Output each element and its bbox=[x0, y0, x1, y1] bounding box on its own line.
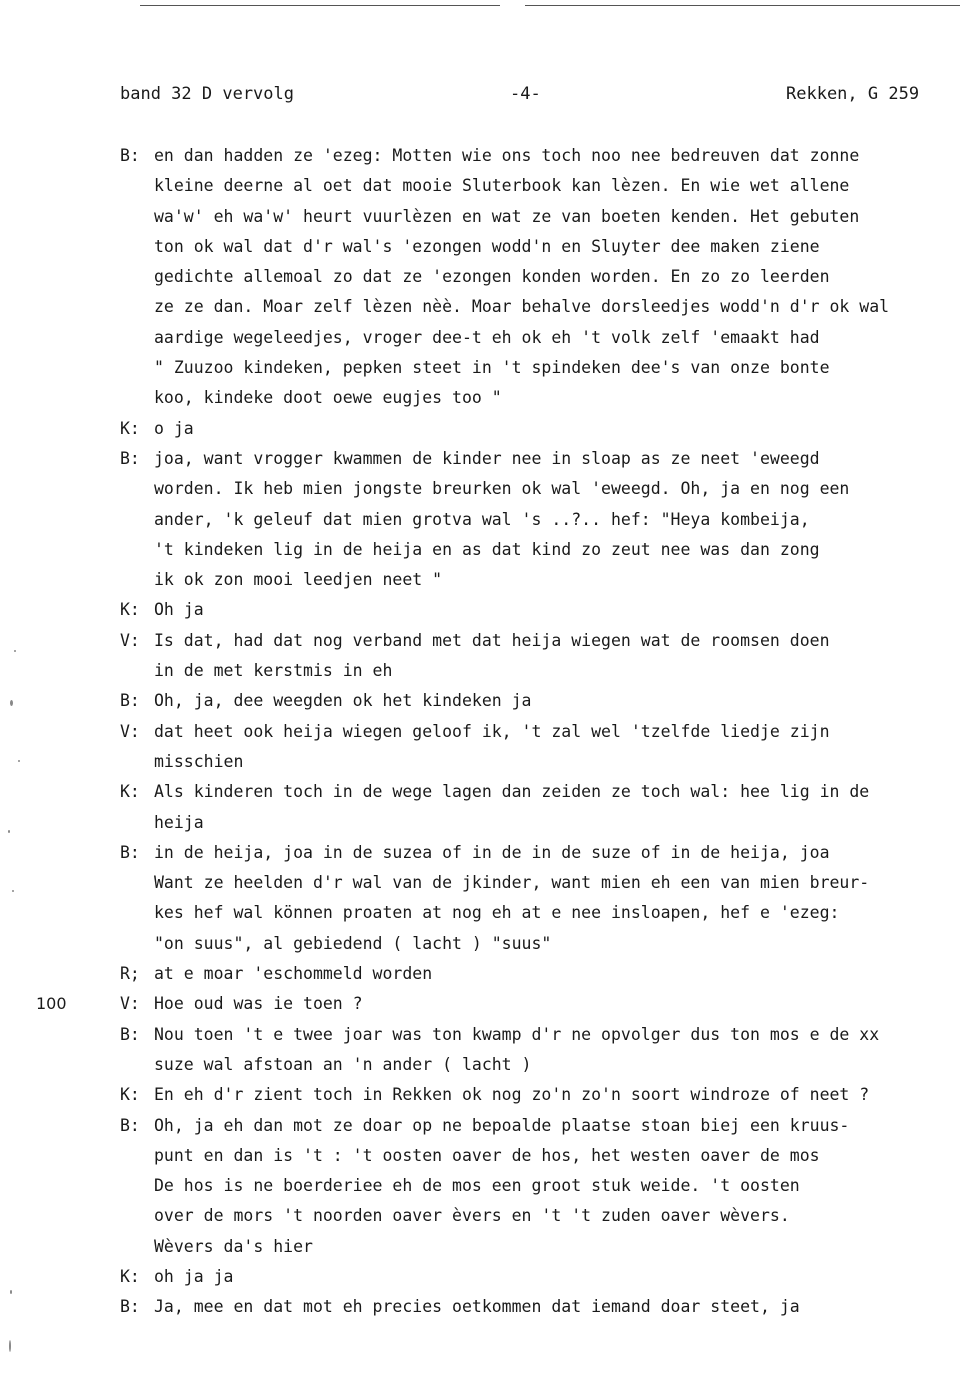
transcript-line bbox=[0, 171, 966, 201]
transcript-line bbox=[0, 1201, 966, 1231]
spoken-text: ander, 'k geleuf dat mien grotva wal 's ..?.. hef: "Heya kombeija, bbox=[154, 509, 810, 529]
spoken-text: oh ja ja bbox=[154, 1266, 234, 1286]
speaker-label: R; bbox=[120, 964, 140, 984]
transcript-line bbox=[0, 595, 966, 625]
speaker-label: K: bbox=[120, 1085, 140, 1105]
spoken-text: Oh, ja eh dan mot ze doar op ne bepoalde plaatse stoan biej een kruus- bbox=[154, 1115, 850, 1135]
header-location-code: Rekken, G 259 bbox=[786, 84, 920, 104]
transcript-line bbox=[0, 1020, 966, 1050]
transcript-line bbox=[0, 838, 966, 868]
transcript-line bbox=[0, 414, 966, 444]
speaker-label: K: bbox=[120, 600, 140, 620]
transcript-line bbox=[0, 353, 966, 383]
scan-speck bbox=[10, 700, 13, 706]
speaker-label: V: bbox=[120, 994, 140, 1014]
speaker-label: B: bbox=[120, 691, 140, 711]
spoken-text: Wèvers da's hier bbox=[154, 1236, 313, 1256]
transcript-line bbox=[0, 868, 966, 898]
spoken-text: koo, kindeke doot oewe eugjes too " bbox=[154, 388, 502, 408]
transcript-line bbox=[0, 898, 966, 928]
transcript-line bbox=[0, 1171, 966, 1201]
spoken-text: Als kinderen toch in de wege lagen dan zeiden ze toch wal: hee lig in de bbox=[154, 782, 870, 802]
spoken-text: over de mors 't noorden oaver èvers en 't 't zuden oaver wèvers. bbox=[154, 1206, 790, 1226]
spoken-text: "on suus", al gebiedend ( lacht ) "suus" bbox=[154, 933, 552, 953]
spoken-text: in de heija, joa in de suzea of in de in de suze of in de heija, joa bbox=[154, 842, 830, 862]
scan-speck bbox=[18, 760, 20, 762]
transcript-line bbox=[0, 292, 966, 322]
spoken-text: at e moar 'eschommeld worden bbox=[154, 964, 433, 984]
spoken-text: kes hef wal können proaten at nog eh at e nee insloapen, hef e 'ezeg: bbox=[154, 903, 840, 923]
spoken-text: De hos is ne boerderiee eh de mos een groot stuk weide. 't oosten bbox=[154, 1176, 800, 1196]
spoken-text: o ja bbox=[154, 418, 194, 438]
transcript-line bbox=[0, 989, 966, 1019]
transcript-line bbox=[0, 959, 966, 989]
transcript-line bbox=[0, 1141, 966, 1171]
transcript-line bbox=[0, 474, 966, 504]
spoken-text: 't kindeken lig in de heija en as dat kind zo zeut nee was dan zong bbox=[154, 539, 820, 559]
spoken-text: heija bbox=[154, 812, 204, 832]
speaker-label: B: bbox=[120, 448, 140, 468]
scan-speck bbox=[9, 1340, 11, 1352]
transcript-line bbox=[0, 1050, 966, 1080]
transcript-line bbox=[0, 141, 966, 171]
transcript-line bbox=[0, 686, 966, 716]
spoken-text: " Zuuzoo kindeken, pepken steet in 't spindeken dee's van onze bonte bbox=[154, 358, 830, 378]
transcript-line bbox=[0, 1292, 966, 1322]
spoken-text: worden. Ik heb mien jongste breurken ok wal 'eweegd. Oh, ja en nog een bbox=[154, 479, 850, 499]
transcript-line bbox=[0, 626, 966, 656]
spoken-text: ze ze dan. Moar zelf lèzen nèè. Moar behalve dorsleedjes wodd'n d'r ok wal bbox=[154, 297, 890, 317]
scan-speck bbox=[14, 650, 16, 652]
scan-speck bbox=[12, 890, 14, 892]
header-tape-label: band 32 D vervolg bbox=[120, 84, 294, 104]
transcript-line bbox=[0, 1232, 966, 1262]
speaker-label: B: bbox=[120, 1297, 140, 1317]
spoken-text: gedichte allemoal zo dat ze 'ezongen konden worden. En zo zo leerden bbox=[154, 267, 830, 287]
scan-speck bbox=[8, 830, 10, 833]
speaker-label: B: bbox=[120, 1024, 140, 1044]
spoken-text: punt en dan is 't : 't oosten oaver de hos, het westen oaver de mos bbox=[154, 1145, 820, 1165]
speaker-label: B: bbox=[120, 1115, 140, 1135]
spoken-text: misschien bbox=[154, 751, 244, 771]
speaker-label: V: bbox=[120, 630, 140, 650]
scan-speck bbox=[10, 1290, 12, 1294]
spoken-text: Oh ja bbox=[154, 600, 204, 620]
speaker-label: B: bbox=[120, 146, 140, 165]
transcript-line bbox=[0, 505, 966, 535]
spoken-text: dat heet ook heija wiegen geloof ik, 't zal wel 'tzelfde liedje zijn bbox=[154, 721, 830, 741]
spoken-text: Hoe oud was ie toen ? bbox=[154, 994, 363, 1014]
spoken-text: Want ze heelden d'r wal van de jkinder, want mien eh een van mien breur- bbox=[154, 873, 870, 893]
speaker-label: K: bbox=[120, 1266, 140, 1286]
spoken-text: aardige wegeleedjes, vroger dee-t eh ok eh 't volk zelf 'emaakt had bbox=[154, 327, 820, 347]
top-rule-mid bbox=[200, 5, 500, 6]
margin-counter: 100 bbox=[36, 994, 67, 1014]
speaker-label: K: bbox=[120, 782, 140, 802]
transcript-line bbox=[0, 929, 966, 959]
transcript-line bbox=[0, 565, 966, 595]
transcript-line bbox=[0, 717, 966, 747]
transcript-line bbox=[0, 383, 966, 413]
spoken-text: in de met kerstmis in eh bbox=[154, 661, 393, 681]
spoken-text: kleine deerne al oet dat mooie Sluterbook kan lèzen. En wie wet allene bbox=[154, 176, 850, 196]
transcript-line bbox=[0, 656, 966, 686]
spoken-text: Ja, mee en dat mot eh precies oetkommen dat iemand doar steet, ja bbox=[154, 1297, 800, 1317]
spoken-text: Is dat, had dat nog verband met dat heija wiegen wat de roomsen doen bbox=[154, 630, 830, 650]
transcript-line bbox=[0, 777, 966, 807]
spoken-text: en dan hadden ze 'ezeg: Motten wie ons toch noo nee bedreuven dat zonne bbox=[154, 146, 860, 165]
spoken-text: ik ok zon mooi leedjen neet " bbox=[154, 570, 443, 590]
speaker-label: K: bbox=[120, 418, 140, 438]
transcript-line bbox=[0, 808, 966, 838]
transcript-line bbox=[0, 232, 966, 262]
transcript-line bbox=[0, 202, 966, 232]
spoken-text: suze wal afstoan an 'n ander ( lacht ) bbox=[154, 1054, 532, 1074]
transcript-line bbox=[0, 535, 966, 565]
spoken-text: wa'w' eh wa'w' heurt vuurlèzen en wat ze van boeten kenden. Het gebuten bbox=[154, 206, 860, 226]
transcript-line bbox=[0, 1111, 966, 1141]
speaker-label: V: bbox=[120, 721, 140, 741]
spoken-text: Oh, ja, dee weegden ok het kindeken ja bbox=[154, 691, 532, 711]
page-header bbox=[0, 84, 966, 108]
transcript-line bbox=[0, 747, 966, 777]
spoken-text: ton ok wal dat d'r wal's 'ezongen wodd'n en Sluyter dee maken ziene bbox=[154, 236, 820, 256]
spoken-text: En eh d'r zient toch in Rekken ok nog zo'n zo'n soort windroze of neet ? bbox=[154, 1085, 870, 1105]
transcript-line bbox=[0, 262, 966, 292]
header-page-number: -4- bbox=[510, 84, 541, 104]
spoken-text: joa, want vrogger kwammen de kinder nee in sloap as ze neet 'eweegd bbox=[154, 448, 820, 468]
top-rule-long bbox=[525, 5, 960, 6]
transcript-body bbox=[0, 141, 966, 1323]
speaker-label: B: bbox=[120, 842, 140, 862]
transcript-line bbox=[0, 1080, 966, 1110]
spoken-text: Nou toen 't e twee joar was ton kwamp d'r ne opvolger dus ton mos e de xx bbox=[154, 1024, 880, 1044]
transcript-line bbox=[0, 1262, 966, 1292]
transcript-line bbox=[0, 323, 966, 353]
transcript-line bbox=[0, 444, 966, 474]
